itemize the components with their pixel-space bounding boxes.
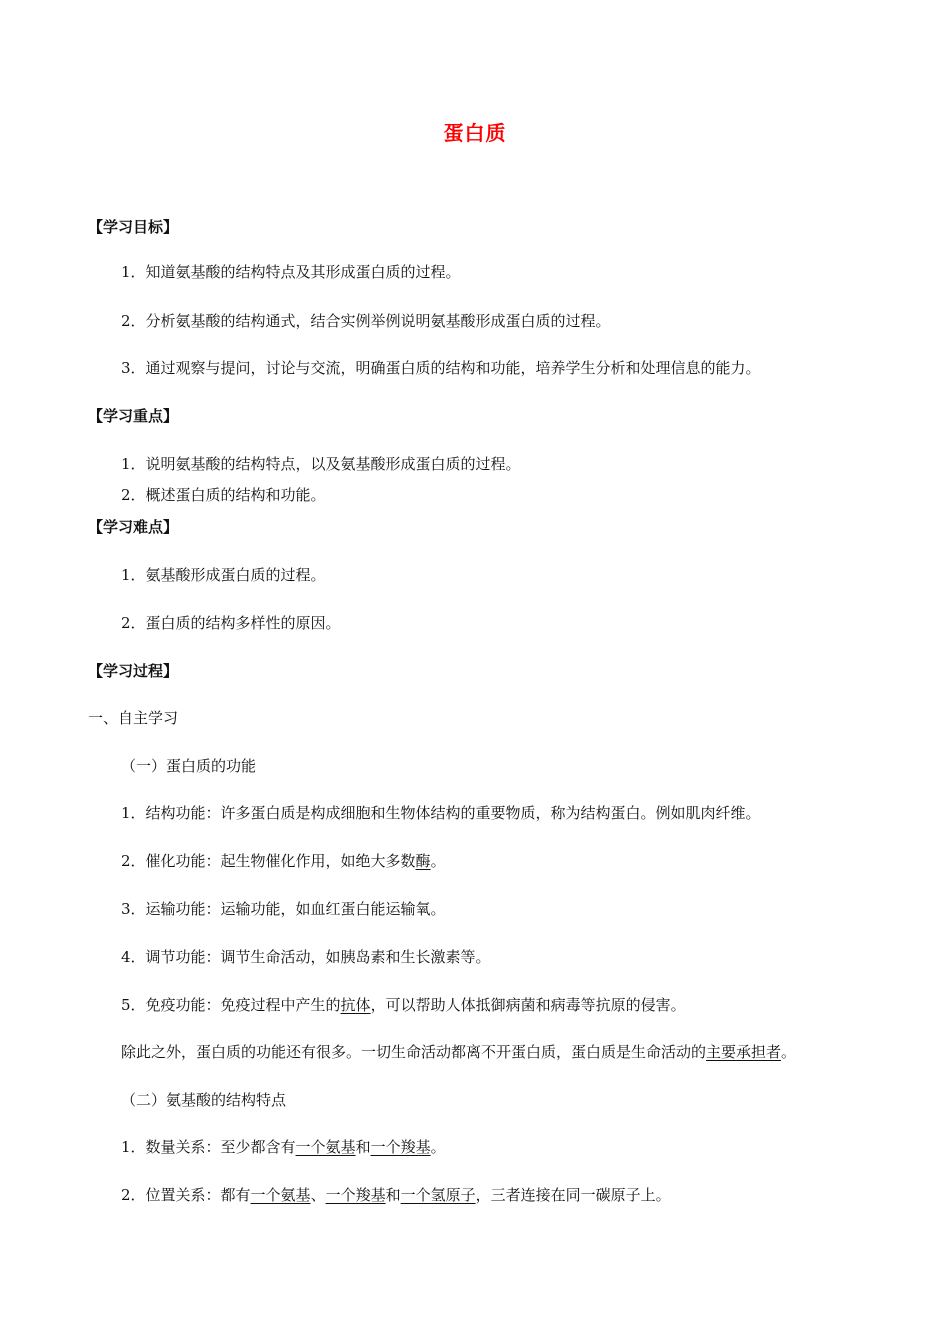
underlined-answer: 一个羧基 xyxy=(370,1138,431,1156)
key-point-item-1: 1．说明氨基酸的结构特点，以及氨基酸形成蛋白质的过程。 xyxy=(121,455,521,473)
goals-heading: 【学习目标】 xyxy=(88,218,179,236)
goal-item-1: 1．知道氨基酸的结构特点及其形成蛋白质的过程。 xyxy=(121,263,461,281)
underlined-answer: 一个氨基 xyxy=(295,1138,356,1156)
underlined-answer: 一个氢原子 xyxy=(400,1186,476,1204)
structure-item-2: 2．位置关系：都有一个氨基、一个羧基和一个氢原子，三者连接在同一碳原子上。 xyxy=(121,1186,671,1204)
underlined-answer: 酶 xyxy=(415,852,431,870)
function-item-1: 1．结构功能：许多蛋白质是构成细胞和生物体结构的重要物质，称为结构蛋白。例如肌肉纤维。 xyxy=(121,804,761,822)
part1-title: 一、自主学习 xyxy=(88,709,179,727)
goal-item-3: 3．通过观察与提问，讨论与交流，明确蛋白质的结构和功能，培养学生分析和处理信息的能力。 xyxy=(121,359,761,377)
difficulty-item-1: 1．氨基酸形成蛋白质的过程。 xyxy=(121,566,326,584)
page-title: 蛋白质 xyxy=(443,121,507,145)
section2-title: （二）氨基酸的结构特点 xyxy=(121,1091,287,1109)
process-heading: 【学习过程】 xyxy=(88,662,179,680)
key-point-item-2: 2．概述蛋白质的结构和功能。 xyxy=(121,486,326,504)
underlined-answer: 一个羧基 xyxy=(325,1186,386,1204)
goal-item-2: 2．分析氨基酸的结构通式，结合实例举例说明氨基酸形成蛋白质的过程。 xyxy=(121,312,611,330)
function-item-5: 5．免疫功能：免疫过程中产生的抗体，可以帮助人体抵御病菌和病毒等抗原的侵害。 xyxy=(121,996,686,1014)
function-summary: 除此之外，蛋白质的功能还有很多。一切生命活动都离不开蛋白质，蛋白质是生命活动的主要承担者。 xyxy=(121,1043,797,1061)
structure-item-1: 1．数量关系：至少都含有一个氨基和一个羧基。 xyxy=(121,1138,446,1156)
underlined-answer: 抗体 xyxy=(340,996,371,1014)
function-item-3: 3．运输功能：运输功能，如血红蛋白能运输氧。 xyxy=(121,900,446,918)
underlined-answer: 一个氨基 xyxy=(250,1186,311,1204)
section1-title: （一）蛋白质的功能 xyxy=(121,757,257,775)
difficulties-heading: 【学习难点】 xyxy=(88,518,179,536)
key-points-heading: 【学习重点】 xyxy=(88,407,179,425)
function-item-2: 2．催化功能：起生物催化作用，如绝大多数酶。 xyxy=(121,852,446,870)
difficulty-item-2: 2．蛋白质的结构多样性的原因。 xyxy=(121,614,341,632)
function-item-4: 4．调节功能：调节生命活动，如胰岛素和生长激素等。 xyxy=(121,948,491,966)
underlined-answer: 主要承担者 xyxy=(706,1043,782,1061)
